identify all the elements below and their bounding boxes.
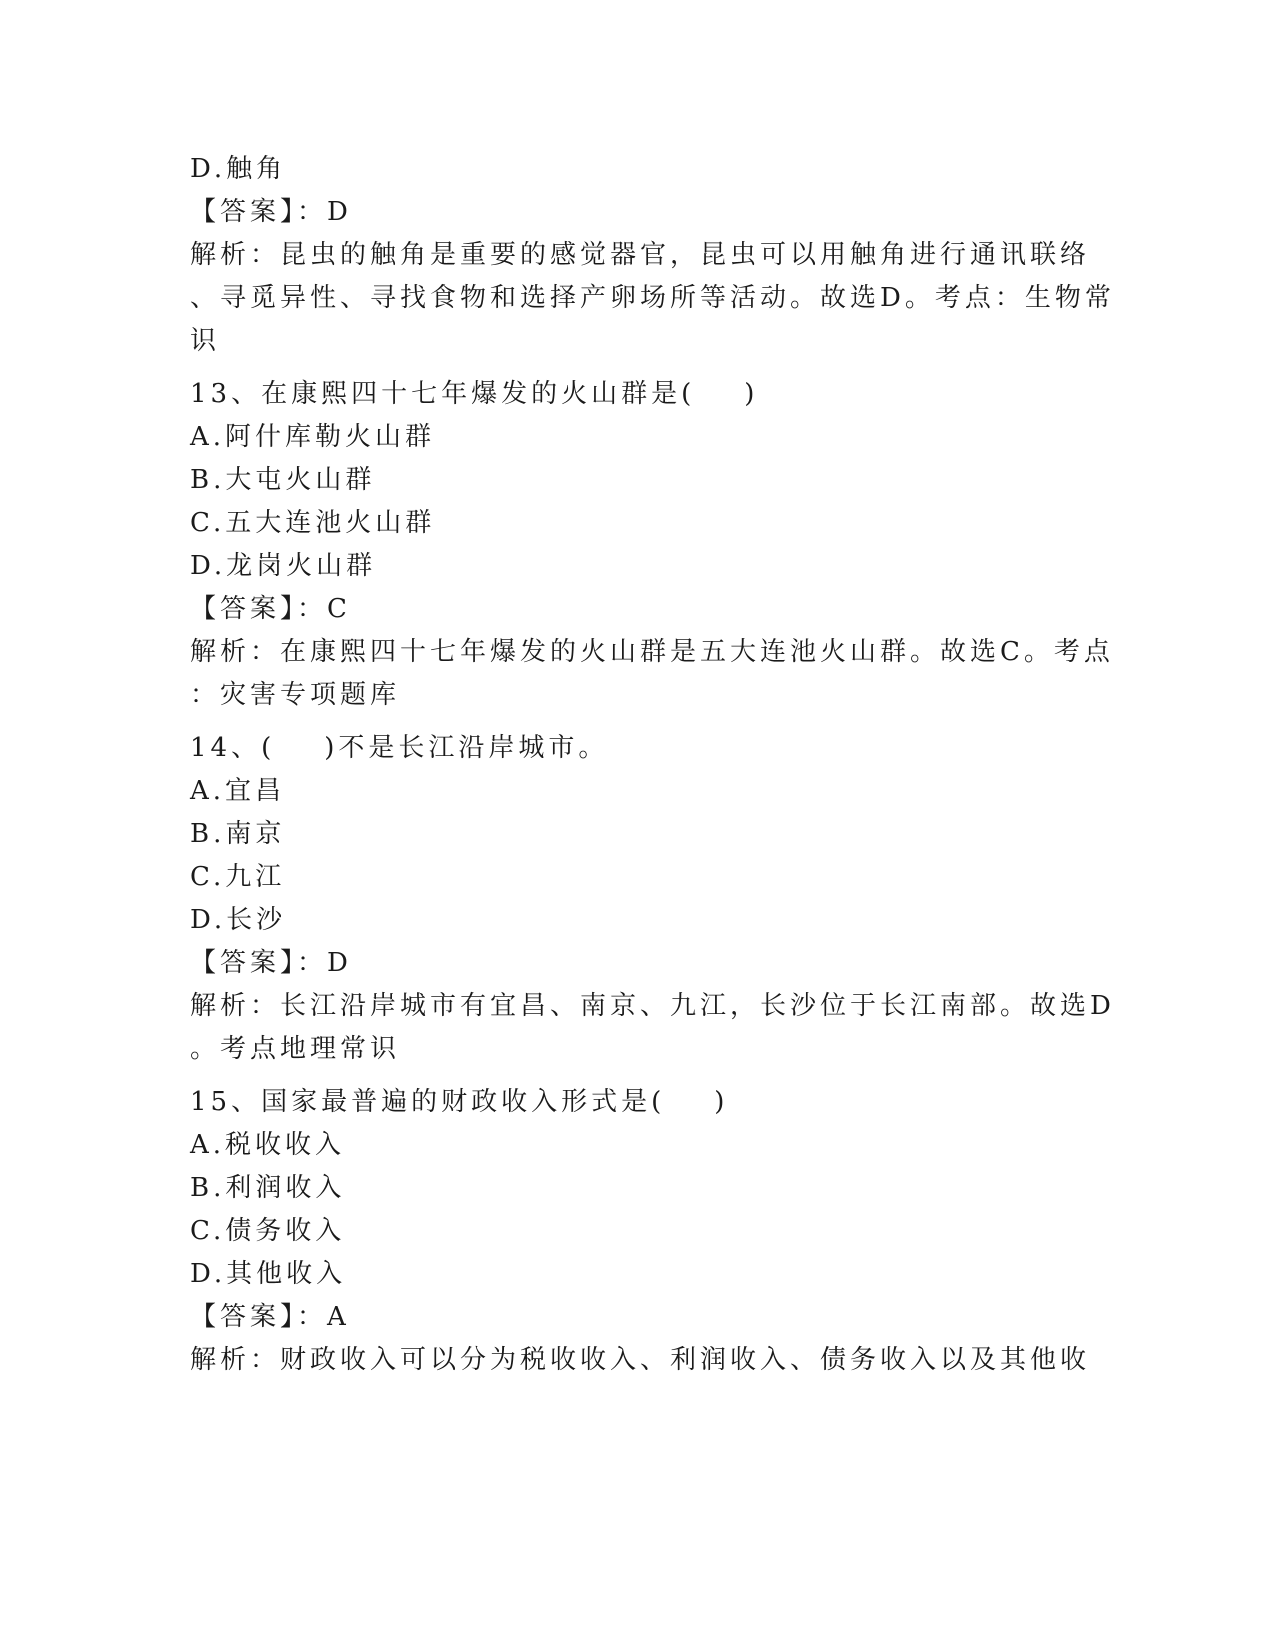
option-c: C.五大连池火山群: [190, 508, 436, 538]
option-b: B.大屯火山群: [190, 465, 376, 495]
option-c: C.九江: [190, 862, 286, 892]
analysis-line: ：灾害专项题库: [190, 680, 401, 710]
question-text: 14、( )不是长江沿岸城市。: [190, 733, 609, 763]
question-text: 13、在康熙四十七年爆发的火山群是( ): [190, 379, 759, 409]
option-a: A.阿什库勒火山群: [190, 422, 436, 452]
analysis-line: 解析：在康熙四十七年爆发的火山群是五大连池火山群。故选C。考点: [190, 637, 1114, 667]
option-d: D.其他收入: [190, 1259, 347, 1289]
option-c: C.债务收入: [190, 1216, 346, 1246]
answer-line: 【答案】：D: [190, 948, 352, 978]
option-d: D.龙岗火山群: [190, 551, 377, 581]
answer-line: 【答案】：C: [190, 594, 351, 624]
document-page: [190, 148, 1115, 1382]
answer-line: 【答案】：D: [190, 197, 352, 227]
analysis-line: 。考点地理常识: [190, 1034, 401, 1064]
question-14: [190, 727, 1115, 1071]
analysis-line: 解析：长江沿岸城市有宜昌、南京、九江，长沙位于长江南部。故选D: [190, 991, 1115, 1021]
analysis-line: 识: [190, 326, 221, 356]
analysis-line: 解析：财政收入可以分为税收收入、利润收入、债务收入以及其他收: [190, 1345, 1091, 1375]
question-13: [190, 373, 1114, 717]
analysis-line: 解析：昆虫的触角是重要的感觉器官，昆虫可以用触角进行通讯联络: [190, 240, 1091, 270]
question-12-tail: [190, 148, 1115, 363]
option-b: B.利润收入: [190, 1173, 346, 1203]
answer-line: 【答案】：A: [190, 1302, 350, 1332]
question-text: 15、国家最普遍的财政收入形式是( ): [190, 1087, 729, 1117]
analysis-line: 、寻觅异性、寻找食物和选择产卵场所等活动。故选D。考点：生物常: [190, 283, 1115, 313]
option-d: D.长沙: [190, 905, 287, 935]
option-a: A.宜昌: [190, 776, 286, 806]
option-d: D.触角: [190, 154, 287, 184]
option-b: B.南京: [190, 819, 286, 849]
option-a: A.税收收入: [190, 1130, 346, 1160]
question-15: [190, 1081, 1090, 1382]
